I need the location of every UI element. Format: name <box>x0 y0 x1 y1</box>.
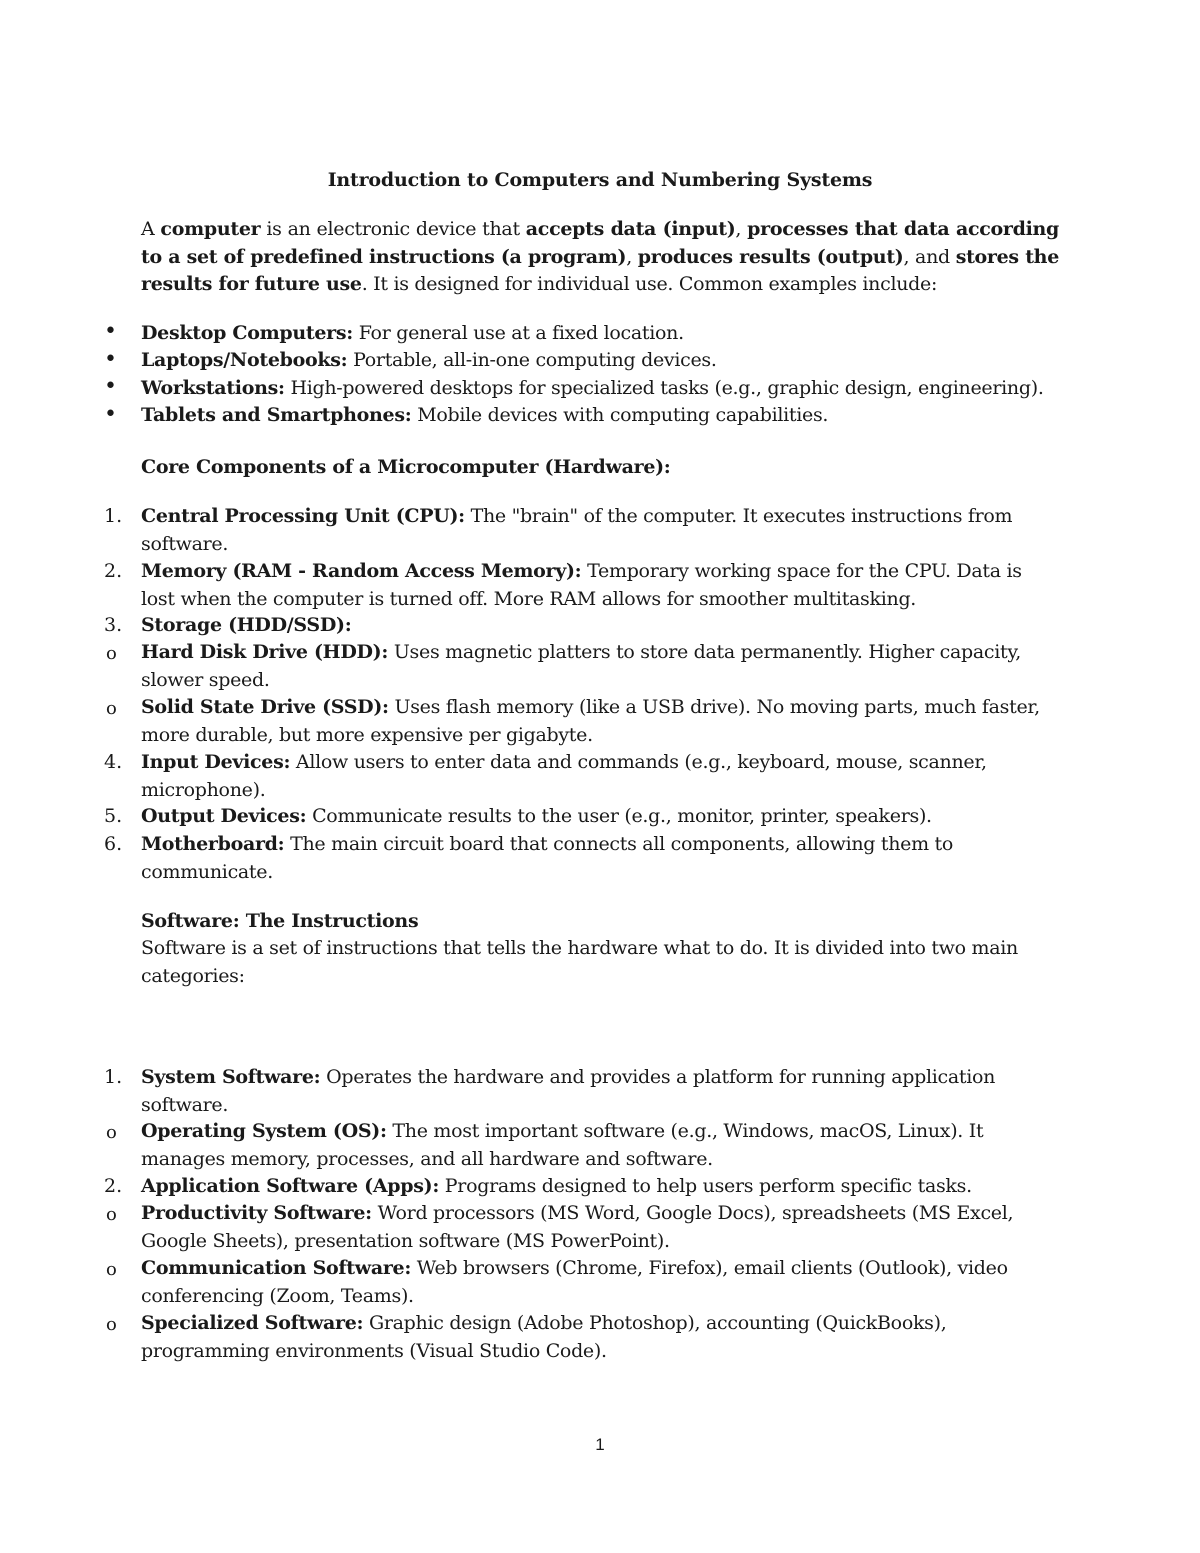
intro-bold: processes that data according to a set of predefined instructions (a program) <box>141 218 1059 268</box>
item-term: Tablets and Smartphones: <box>141 404 412 426</box>
intro-text: , and <box>903 245 956 268</box>
bullet-marker: • <box>104 402 117 427</box>
item-term: Specialized Software: <box>141 1312 364 1334</box>
item-desc: Temporary working space for the CPU. Data is lost when the computer is turned off. More RAM allows for smoother multitasking. <box>141 560 1022 610</box>
list-item <box>141 503 1031 558</box>
item-term: System Software: <box>141 1066 321 1088</box>
list-item <box>141 1310 991 1365</box>
list-item <box>141 749 1001 804</box>
item-term: Central Processing Unit (CPU): <box>141 505 465 527</box>
item-desc: Word processors (MS Word, Google Docs), spreadsheets (MS Excel, Google Sheets), presentation software (MS PowerPoint). <box>141 1202 1014 1252</box>
list-item <box>141 694 1061 749</box>
item-term: Hard Disk Drive (HDD): <box>141 641 389 663</box>
item-term: Solid State Drive (SSD): <box>141 696 389 718</box>
bullet-marker: • <box>104 374 117 399</box>
item-term: Operating System (OS): <box>141 1120 387 1142</box>
item-desc: High-powered desktops for specialized tasks (e.g., graphic design, engineering). <box>284 377 1044 399</box>
sub-item-marker: o <box>106 643 117 664</box>
hardware-heading: Core Components of a Microcomputer (Hardware): <box>141 456 671 478</box>
list-item <box>141 1200 1041 1255</box>
sub-item-marker: o <box>106 1314 117 1335</box>
list-item <box>141 1173 1071 1201</box>
intro-paragraph <box>141 216 1059 299</box>
software-heading: Software: The Instructions <box>141 910 419 932</box>
item-desc: The main circuit board that connects all components, allowing them to communicate. <box>141 833 954 883</box>
item-term: Application Software (Apps): <box>141 1175 440 1197</box>
list-item <box>141 803 1071 831</box>
list-item <box>141 612 1071 640</box>
list-marker: 1. <box>104 505 123 527</box>
list-item <box>141 1118 1011 1173</box>
item-term: Input Devices: <box>141 751 291 773</box>
bullet-marker: • <box>104 347 117 372</box>
sub-item-marker: o <box>106 1259 117 1280</box>
item-desc: Web browsers (Chrome, Firefox), email clients (Outlook), video conferencing (Zoom, Teams). <box>141 1257 1008 1307</box>
list-item <box>141 639 1046 694</box>
list-marker: 2. <box>104 560 123 582</box>
list-marker: 4. <box>104 751 123 773</box>
intro-bold: computer <box>160 218 261 240</box>
item-term: Desktop Computers: <box>141 322 353 344</box>
item-term: Storage (HDD/SSD): <box>141 614 352 636</box>
item-term: Workstations: <box>141 377 285 399</box>
intro-bold: accepts data (input) <box>525 218 736 240</box>
item-desc: The most important software (e.g., Windows, macOS, Linux). It manages memory, processes, and all hardware and software. <box>141 1120 984 1170</box>
intro-text: A <box>141 218 161 240</box>
item-desc: Portable, all-in-one computing devices. <box>347 349 717 371</box>
item-desc: The "brain" of the computer. It executes instructions from software. <box>141 505 1013 555</box>
intro-text: , <box>626 245 638 268</box>
list-item <box>141 1255 1041 1310</box>
list-item <box>141 375 1071 403</box>
list-item <box>141 831 991 886</box>
bullet-marker: • <box>104 319 117 344</box>
document-title: Introduction to Computers and Numbering Systems <box>327 169 873 191</box>
sub-item-marker: o <box>106 1122 117 1143</box>
list-marker: 1. <box>104 1066 123 1088</box>
item-term: Productivity Software: <box>141 1202 372 1224</box>
intro-text: is an electronic device that <box>260 218 526 240</box>
sub-item-marker: o <box>106 698 117 719</box>
list-marker: 3. <box>104 614 123 636</box>
page-number: 1 <box>595 1435 605 1454</box>
item-term: Communication Software: <box>141 1257 412 1279</box>
item-desc: Mobile devices with computing capabilities. <box>411 404 829 426</box>
item-desc: Communicate results to the user (e.g., monitor, printer, speakers). <box>306 805 932 827</box>
intro-bold: stores the results for future use <box>141 245 1059 295</box>
list-item <box>141 320 1071 348</box>
item-term: Laptops/Notebooks: <box>141 349 348 371</box>
item-desc: Allow users to enter data and commands (e.g., keyboard, mouse, scanner, microphone). <box>141 751 987 801</box>
list-marker: 6. <box>104 833 123 855</box>
list-item <box>141 347 1071 375</box>
item-desc: For general use at a fixed location. <box>352 322 684 344</box>
item-desc: Programs designed to help users perform specific tasks. <box>439 1175 972 1197</box>
list-item <box>141 402 1071 430</box>
software-intro: Software is a set of instructions that tells the hardware what to do. It is divided into two main categories: <box>141 937 1018 987</box>
list-item <box>141 1064 1021 1119</box>
item-desc: Uses flash memory (like a USB drive). No moving parts, much faster, more durable, but more expensive per gigabyte. <box>141 696 1040 746</box>
item-term: Motherboard: <box>141 833 285 855</box>
intro-bold: produces results (output) <box>637 245 904 268</box>
item-term: Memory (RAM - Random Access Memory): <box>141 560 582 582</box>
list-item <box>141 558 1056 613</box>
item-term: Output Devices: <box>141 805 307 827</box>
intro-text: . It is designed for individual use. Common examples include: <box>361 273 938 295</box>
intro-text: , <box>735 218 748 240</box>
list-marker: 2. <box>104 1175 123 1197</box>
item-desc: Graphic design (Adobe Photoshop), accounting (QuickBooks), programming environments (Visual Studio Code). <box>141 1312 947 1362</box>
item-desc: Uses magnetic platters to store data permanently. Higher capacity, slower speed. <box>141 641 1021 691</box>
list-marker: 5. <box>104 805 123 827</box>
sub-item-marker: o <box>106 1204 117 1225</box>
item-desc: Operates the hardware and provides a platform for running application software. <box>141 1066 996 1116</box>
